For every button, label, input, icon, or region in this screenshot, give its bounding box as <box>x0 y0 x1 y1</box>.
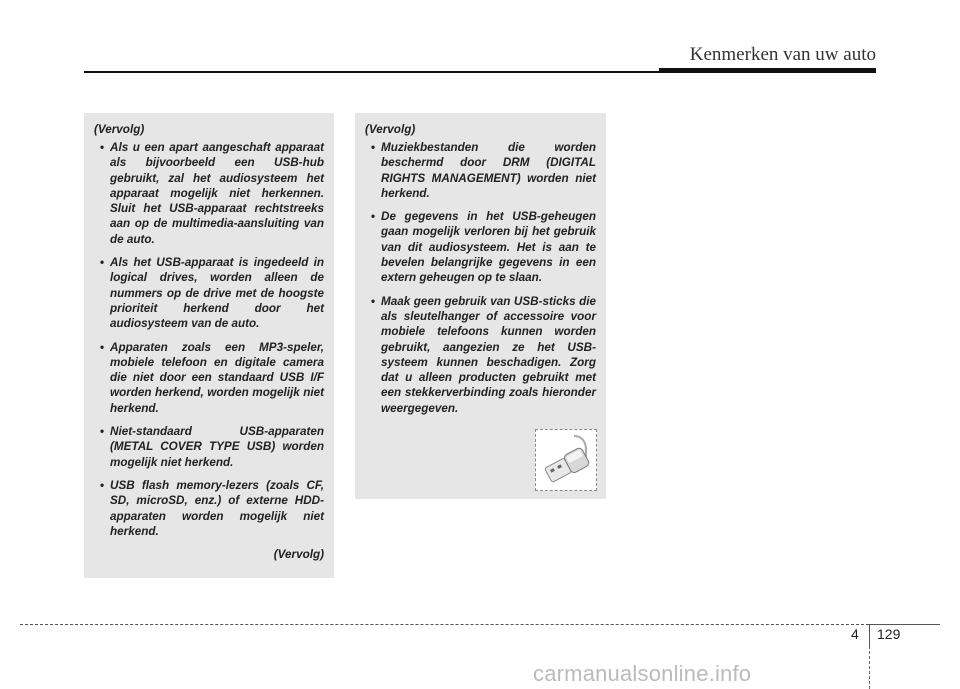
footer-rule <box>20 624 869 626</box>
list-item: • USB flash memory-lezers (zoals CF, SD, microSD, enz.) of externe HDD-apparaten worden mogelijk niet herkend. <box>94 478 324 539</box>
watermark: carmanualsonline.info <box>533 661 752 686</box>
header-rule <box>84 71 659 73</box>
chapter-number: 4 <box>851 626 859 642</box>
list-item: • Als u een apart aangeschaft apparaat als bijvoorbeeld een USB-hub gebruikt, zal het audiosysteem het apparaat mogelijk niet herkennen. Sluit het USB-apparaat rechtstreeks aan op de multimedia-aansluiting van de auto. <box>94 140 324 247</box>
usb-stick-icon <box>535 429 597 491</box>
header-rule-accent <box>659 68 876 73</box>
bullet-list <box>94 140 324 539</box>
continued-label-bottom: (Vervolg) <box>273 548 324 562</box>
section-title: Kenmerken van uw auto <box>689 44 876 65</box>
list-item: • Maak geen gebruik van USB-sticks die als sleutelhanger of accessoire voor mobiele telefoons kunnen worden gebruikt, aangezien ze het USB-systeem kunnen beschadigen. Zorg dat u alleen producten gebruikt met een stekkerverbinding zoals hieronder weergegeven. <box>365 294 596 416</box>
page-divider <box>869 624 870 646</box>
info-box-left <box>84 113 334 578</box>
info-box-right <box>355 113 606 499</box>
list-item: • Niet-standaard USB-apparaten (METAL COVER TYPE USB) worden mogelijk niet herkend. <box>94 424 324 470</box>
continued-label-top: (Vervolg) <box>94 123 145 136</box>
page-number: 129 <box>877 626 901 642</box>
continued-label-top: (Vervolg) <box>365 123 416 136</box>
bullet-list <box>365 140 596 416</box>
list-item: • De gegevens in het USB-geheugen gaan mogelijk verloren bij het gebruik van dit audiosysteem. Het is aan te bevelen belangrijke gegevens in een extern geheugen op te slaan. <box>365 209 596 285</box>
crop-mark <box>869 646 871 689</box>
list-item: • Muziekbestanden die worden beschermd door DRM (DIGITAL RIGHTS MANAGEMENT) worden niet herkend. <box>365 140 596 201</box>
list-item: • Als het USB-apparaat is ingedeeld in logical drives, worden alleen de nummers op de drive met de hoogste prioriteit herkend door het audiosysteem van de auto. <box>94 255 324 331</box>
list-item: • Apparaten zoals een MP3-speler, mobiele telefoon en digitale camera die niet door een standaard USB I/F worden herkend, worden mogelijk niet herkend. <box>94 340 324 416</box>
